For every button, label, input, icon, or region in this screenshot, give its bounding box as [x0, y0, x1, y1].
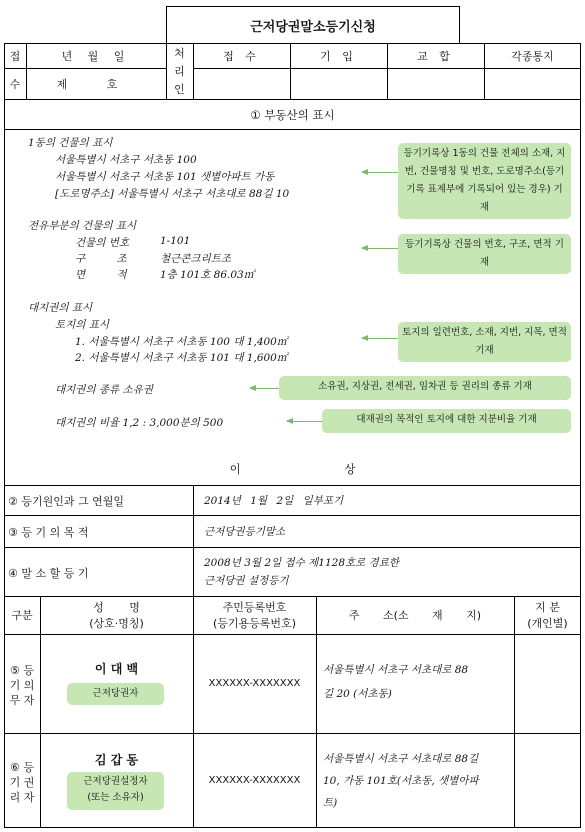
unit-title: 전유부분의 건물의 표시 — [28, 220, 137, 232]
header-processor-3: 인 — [174, 83, 185, 96]
people-head-id-2: (등기용등록번호) — [213, 617, 296, 630]
obligor-name: 이 대 백 — [94, 661, 139, 676]
note-land: 토지의 일련번호, 소재, 지번, 지목, 면적 기재 — [398, 322, 571, 362]
row4-value-2: 근저당권 설정등기 — [204, 575, 289, 587]
note-right-ratio: 대재권의 목적인 토지에 대한 지분비율 기재 — [322, 409, 571, 433]
unit-val-3: 1층 101호 86.03㎡ — [160, 269, 255, 281]
unit-key-1: 건물의 번호 — [75, 237, 130, 249]
right-ratio: 대지권의 비율 1,2 : 3,000분의 500 — [55, 417, 224, 429]
section1-heading: ① 부동산의 표시 — [250, 107, 335, 122]
arrow-unit — [362, 248, 398, 249]
header-col-notice: 각종통지 — [511, 49, 554, 63]
obligee-name: 김 갑 동 — [94, 752, 139, 767]
header-processor-1: 처 — [174, 47, 185, 60]
obligee-address-2: 10, 가동 101호(서초동, 샛별아파 — [323, 775, 479, 787]
obligee-tag-2: (또는 소유자) — [87, 792, 144, 803]
land-title: 대지권의 표시 — [28, 302, 93, 314]
obligor-tag: 근저당권자 — [67, 683, 164, 705]
row4-label: ④ 말 소 할 등 기 — [8, 567, 89, 580]
land-line-1: 1. 서울특별시 서초구 서초동 100 대 1,400㎡ — [75, 336, 288, 348]
bldg-line-1: 서울특별시 서초구 서초동 100 — [55, 154, 197, 166]
land-line-2: 2. 서울특별시 서초구 서초동 101 대 1,600㎡ — [75, 352, 288, 364]
row4-value-1: 2008년 3월 2일 접수 제1128호로 경료한 — [204, 557, 400, 569]
arrow-right-kind — [250, 388, 279, 389]
people-head-address: 주 소(소 재 지) — [348, 609, 482, 622]
row3-label: ③ 등 기 의 목 적 — [8, 526, 89, 539]
obligee-address-1: 서울특별시 서초구 서초대로 88길 — [323, 753, 479, 765]
header-date: 년 월 일 — [61, 49, 131, 63]
header-number: 제 호 — [56, 78, 136, 91]
header-col-entry: 기 입 — [320, 49, 357, 63]
people-head-name-2: (상호·명칭) — [89, 617, 144, 630]
land-sub: 토지의 표시 — [55, 319, 110, 331]
obligor-address-1: 서울특별시 서초구 서초대로 88 — [323, 664, 469, 676]
people-head-id-1: 주민등록번호 — [222, 601, 287, 614]
obligee-tag — [67, 772, 164, 810]
people-head-name-1: 성 명 — [93, 601, 140, 614]
obligor-address-2: 길 20 (서초동) — [323, 688, 392, 700]
document-title: 근저당권말소등기신청 — [250, 19, 376, 35]
unit-val-2: 철근콘크리트조 — [160, 253, 232, 265]
row3-value: 근저당권등기말소 — [204, 526, 286, 538]
bldg-line-2: 서울특별시 서초구 서초동 101 샛별아파트 가동 — [55, 171, 275, 183]
obligee-id: XXXXXX-XXXXXXX — [208, 775, 301, 786]
unit-key-2: 구 조 — [75, 253, 127, 265]
obligee-kind: ⑥ 등 기 권 리 자 — [9, 760, 35, 804]
obligor-id: XXXXXX-XXXXXXX — [208, 678, 301, 689]
row2-value: 2014년 1월 2일 일부포기 — [204, 495, 344, 507]
header-processor-2: 리 — [174, 65, 185, 78]
arrow-right-ratio — [287, 421, 322, 422]
right-kind: 대지권의 종류 소유권 — [55, 384, 153, 396]
bldg-title: 1동의 건물의 표시 — [28, 137, 113, 149]
header-col-reception: 접 수 — [223, 49, 260, 63]
header-reception-bottom: 수 — [9, 78, 21, 91]
arrow-building — [362, 172, 398, 173]
obligor-kind: ⑤ 등 기 의 무 자 — [9, 663, 35, 707]
unit-val-1: 1-101 — [160, 235, 191, 247]
end-mark: 이 상 — [229, 462, 356, 476]
header-reception-top: 접 — [9, 49, 21, 63]
row2-label: ② 등기원인과 그 연월일 — [8, 495, 124, 508]
note-building: 등기기록상 1동의 건물 전체의 소재, 지번, 건물명칭 및 번호, 도로명주소(등기기록 표제부에 기록되어 있는 경우) 기재 — [398, 143, 571, 219]
people-head-share-1: 지 분 — [535, 601, 560, 614]
unit-key-3: 면 적 — [75, 269, 127, 281]
bldg-line-3: [도로명주소] 서울특별시 서초구 서초대로 88길 10 — [55, 188, 290, 200]
header-col-verify: 교 합 — [417, 49, 454, 63]
obligee-address-3: 트) — [323, 797, 338, 809]
people-head-kind: 구분 — [11, 609, 33, 622]
obligee-tag-1: 근저당권설정자 — [83, 776, 148, 787]
note-unit: 등기기록상 건물의 번호, 구조, 면적 기재 — [398, 234, 571, 274]
arrow-land — [362, 338, 398, 339]
note-right-kind: 소유권, 지상권, 전세권, 임차권 등 권리의 종류 기재 — [279, 376, 571, 400]
people-head-share-2: (개인별) — [527, 617, 568, 630]
